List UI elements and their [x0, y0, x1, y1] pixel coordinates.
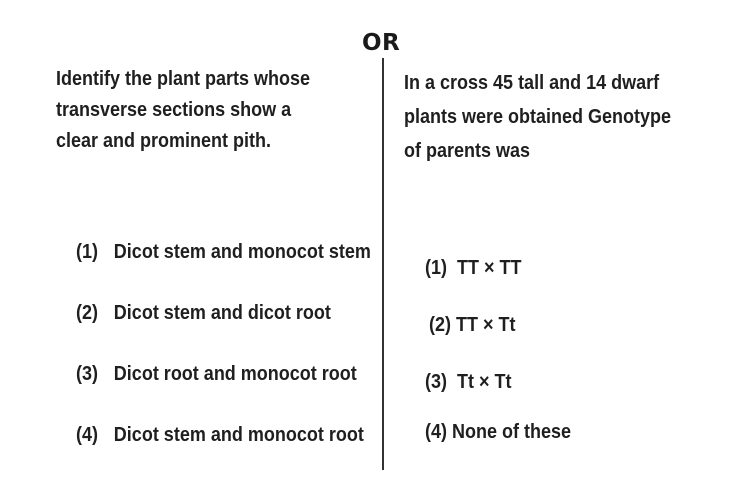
right-question-line: of parents was: [404, 140, 531, 162]
or-heading: OR: [362, 30, 401, 56]
option-number: (3): [76, 363, 99, 385]
right-option-4: [405, 396, 571, 468]
option-number: (3): [425, 371, 448, 393]
left-question-text: [56, 64, 310, 157]
right-question-line: In a cross 45 tall and 14 dwarf: [404, 72, 660, 94]
option-text: Dicot stem and monocot stem: [113, 241, 371, 263]
left-question-line: Identify the plant parts whose: [56, 68, 311, 90]
option-text: TT × TT: [447, 257, 522, 279]
option-number: (4): [425, 421, 448, 443]
option-number: (4): [76, 424, 99, 446]
option-text: Dicot root and monocot root: [113, 363, 357, 385]
option-text: Dicot stem and dicot root: [113, 302, 331, 324]
option-number: (1): [425, 257, 448, 279]
left-question-line: transverse sections show a: [56, 99, 292, 121]
option-number: (2): [429, 314, 452, 336]
right-question-line: plants were obtained Genotype: [404, 106, 672, 128]
option-number: (1): [76, 241, 99, 263]
option-text: None of these: [447, 421, 572, 443]
left-option-4: [56, 399, 364, 471]
right-question-text: [404, 66, 671, 168]
option-text: Dicot stem and monocot root: [113, 424, 364, 446]
option-text: TT × Tt: [451, 314, 516, 336]
option-number: (2): [76, 302, 99, 324]
left-question-line: clear and prominent pith.: [56, 130, 272, 152]
column-divider: [382, 58, 384, 470]
option-text: Tt × Tt: [447, 371, 512, 393]
